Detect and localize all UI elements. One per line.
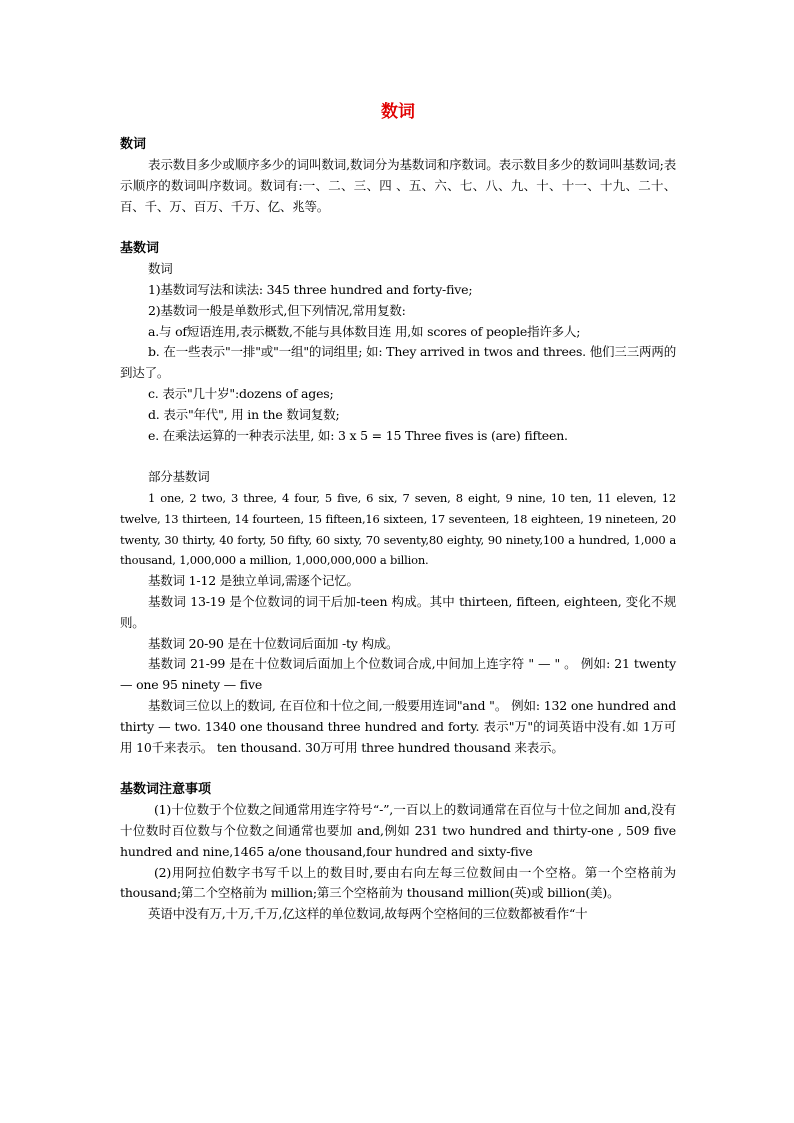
section-heading-numerals: 数词: [120, 137, 147, 152]
document-page: [120, 100, 676, 925]
rule-line-d: d. 表示"年代", 用 in the 数词复数;: [148, 406, 340, 422]
rule-line-e: e. 在乘法运算的一种表示法里, 如: 3 x 5 = 15 Three fives is (are) fifteen.: [148, 427, 568, 443]
rule-line-c: c. 表示"几十岁":dozens of ages;: [148, 385, 334, 401]
note-20-90: 基数词 20-90 是在十位数词后面加 -ty 构成。: [148, 635, 399, 651]
paragraph-intro: 表示数目多少或顺序多少的词叫数词,数词分为基数词和序数词。表示数目多少的数词叫基数词;表示顺序的数词叫序数词。数词有:一、二、三、四 、五、六、七、八、九、十、十一、十九、二十、百、千、万、百万、千万、亿、兆等。: [120, 157, 676, 214]
subheading-numerals: 数词: [148, 261, 173, 277]
note-paragraph-1: (1)十位数于个位数之间通常用连字符号“-”,一百以上的数词通常在百位与十位之间加 and,没有十位数时百位数与个位数之间通常也要加 and,例如 231 two hundred and thirty-one , 509 five hundred and nine,1465 a/one thousand,four hundred and sixty-five: [120, 802, 676, 859]
note-three-digit: 基数词三位以上的数词, 在百位和十位之间,一般要用连词"and "。 例如: 132 one hundred and thirty — two. 1340 one thousand three hundred and forty. 表示"万"的词英语中没有.如 1万可用 10千来表示。 ten thousand. 30万可用 three hundred thousand 来表示。: [120, 697, 676, 755]
rule-line-2: 2)基数词一般是单数形式,但下列情况,常用复数:: [148, 302, 406, 318]
subheading-partial-cardinals: 部分基数词: [148, 469, 210, 485]
rule-line-a: a.与 of短语连用,表示概数,不能与具体数目连 用,如 scores of people指许多人;: [148, 323, 581, 339]
rule-line-1: 1)基数词写法和读法: 345 three hundred and forty-five;: [148, 281, 473, 297]
cardinal-number-list: 1 one, 2 two, 3 three, 4 four, 5 five, 6 six, 7 seven, 8 eight, 9 nine, 10 ten, 11 eleven, 12 twelve, 13 thirteen, 14 fourteen, 15 fifteen,16 sixteen, 17 seventeen, 18 eighteen, 19 nineteen, 20 twenty, 30 thirty, 40 forty, 50 fifty, 60 sixty, 70 seventy,80 eighty, 90 ninety,100 a hundred, 1,000 a thousand, 1,000,000 a million, 1,000,000,000 a billion.: [120, 490, 676, 568]
spacer: [120, 446, 676, 467]
spacer: [120, 217, 676, 238]
rule-line-b: b. 在一些表示"一排"或"一组"的词组里; 如: They arrived in twos and threes. 他们三三两两的到达了。: [120, 344, 676, 381]
note-1-12: 基数词 1-12 是独立单词,需逐个记忆。: [148, 573, 359, 589]
section-heading-notes: 基数词注意事项: [120, 782, 212, 798]
spacer: [120, 758, 676, 779]
note-paragraph-3: 英语中没有万,十万,千万,亿这样的单位数词,故每两个空格间的三位数都被看作“十: [148, 906, 588, 922]
note-paragraph-2: (2)用阿拉伯数字书写千以上的数目时,要由右向左每三位数间由一个空格。第一个空格前为 thousand;第二个空格前为 million;第三个空格前为 thousand million(英)或 billion(美)。: [120, 864, 676, 901]
section-heading-cardinal: 基数词: [120, 241, 160, 257]
page-title: 数词: [381, 102, 415, 122]
note-13-19: 基数词 13-19 是个位数词的词干后加-teen 构成。其中 thirteen, fifteen, eighteen, 变化不规则。: [120, 593, 676, 630]
note-21-99: 基数词 21-99 是在十位数词后面加上个位数词合成,中间加上连字符 " — " 。 例如: 21 twenty — one 95 ninety — five: [120, 656, 676, 693]
